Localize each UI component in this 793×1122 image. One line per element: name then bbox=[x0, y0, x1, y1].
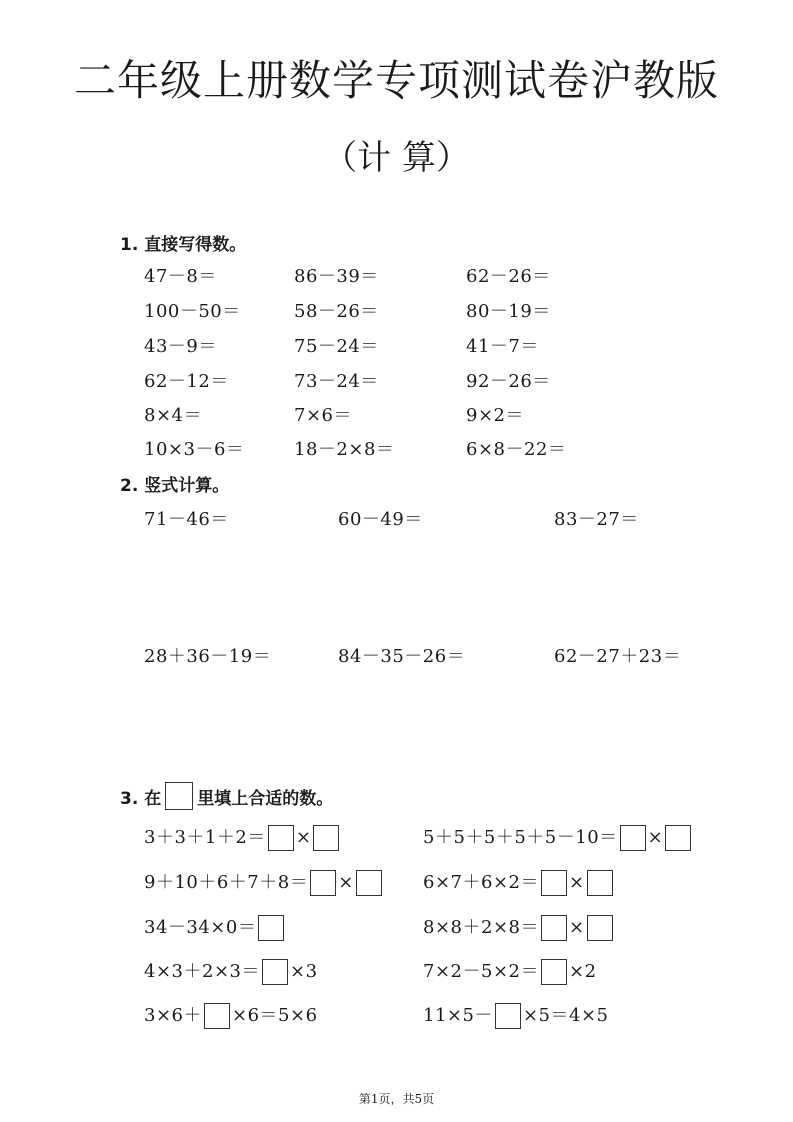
s3-right-item: 11×5－ ×5＝4×5 bbox=[423, 1001, 608, 1029]
s1-item: 6×8－22＝ bbox=[466, 439, 567, 460]
s1-item: 100－50＝ bbox=[144, 301, 241, 322]
s1-item: 80－19＝ bbox=[466, 301, 551, 322]
section3-heading-post: 里填上合适的数。 bbox=[197, 788, 334, 809]
s3-right-item: 6×7＋6×2＝ × bbox=[423, 868, 615, 896]
s1-item: 41－7＝ bbox=[466, 336, 539, 357]
answer-box[interactable] bbox=[541, 915, 567, 941]
page-footer: 第1页，共5页 bbox=[358, 1092, 435, 1106]
s3-right-item: 7×2－5×2＝ ×2 bbox=[423, 957, 597, 985]
answer-box[interactable] bbox=[541, 959, 567, 985]
s1-item: 92－26＝ bbox=[466, 371, 551, 392]
s1-item: 9×2＝ bbox=[466, 405, 524, 426]
s1-item: 58－26＝ bbox=[294, 301, 379, 322]
section3-heading-pre: 3. 在 bbox=[120, 788, 162, 809]
answer-box[interactable] bbox=[665, 825, 691, 851]
section3-heading bbox=[120, 782, 333, 810]
answer-box[interactable] bbox=[356, 870, 382, 896]
answer-box-sample bbox=[165, 782, 193, 810]
s3-left-item: 3＋3＋1＋2＝ × bbox=[144, 823, 341, 851]
s2-item: 71－46＝ bbox=[144, 509, 229, 530]
section2-heading: 2. 竖式计算。 bbox=[120, 476, 230, 496]
s2-item: 28＋36－19＝ bbox=[144, 646, 272, 667]
s2-item: 60－49＝ bbox=[338, 509, 423, 530]
answer-box[interactable] bbox=[541, 870, 567, 896]
answer-box[interactable] bbox=[262, 959, 288, 985]
page-title: 二年级上册数学专项测试卷沪教版 bbox=[73, 56, 719, 105]
s3-left-item: 4×3＋2×3＝ ×3 bbox=[144, 957, 318, 985]
answer-box[interactable] bbox=[204, 1003, 230, 1029]
s2-item: 62－27＋23＝ bbox=[554, 646, 682, 667]
answer-box[interactable] bbox=[587, 915, 613, 941]
s3-right-item: 5＋5＋5＋5＋5－10＝ × bbox=[423, 823, 693, 851]
s2-item: 83－27＝ bbox=[554, 509, 639, 530]
answer-box[interactable] bbox=[268, 825, 294, 851]
answer-box[interactable] bbox=[258, 915, 284, 941]
section1-heading: 1. 直接写得数。 bbox=[120, 235, 247, 255]
s3-right-item: 8×8＋2×8＝ × bbox=[423, 913, 615, 941]
s1-item: 73－24＝ bbox=[294, 371, 379, 392]
s1-item: 43－9＝ bbox=[144, 336, 217, 357]
s3-left-item: 34－34×0＝ bbox=[144, 913, 286, 941]
s1-item: 18－2×8＝ bbox=[294, 439, 395, 460]
answer-box[interactable] bbox=[620, 825, 646, 851]
s1-item: 7×6＝ bbox=[294, 405, 352, 426]
s1-item: 62－12＝ bbox=[144, 371, 229, 392]
s1-item: 8×4＝ bbox=[144, 405, 202, 426]
s1-item: 47－8＝ bbox=[144, 266, 217, 287]
answer-box[interactable] bbox=[587, 870, 613, 896]
answer-box[interactable] bbox=[310, 870, 336, 896]
s3-left-item: 9＋10＋6＋7＋8＝ × bbox=[144, 868, 384, 896]
page-subtitle: （计 算） bbox=[323, 138, 470, 178]
answer-box[interactable] bbox=[313, 825, 339, 851]
s1-item: 10×3－6＝ bbox=[144, 439, 245, 460]
s3-left-item: 3×6＋ ×6＝5×6 bbox=[144, 1001, 318, 1029]
s2-item: 84－35－26＝ bbox=[338, 646, 466, 667]
s1-item: 86－39＝ bbox=[294, 266, 379, 287]
s1-item: 75－24＝ bbox=[294, 336, 379, 357]
s1-item: 62－26＝ bbox=[466, 266, 551, 287]
answer-box[interactable] bbox=[495, 1003, 521, 1029]
